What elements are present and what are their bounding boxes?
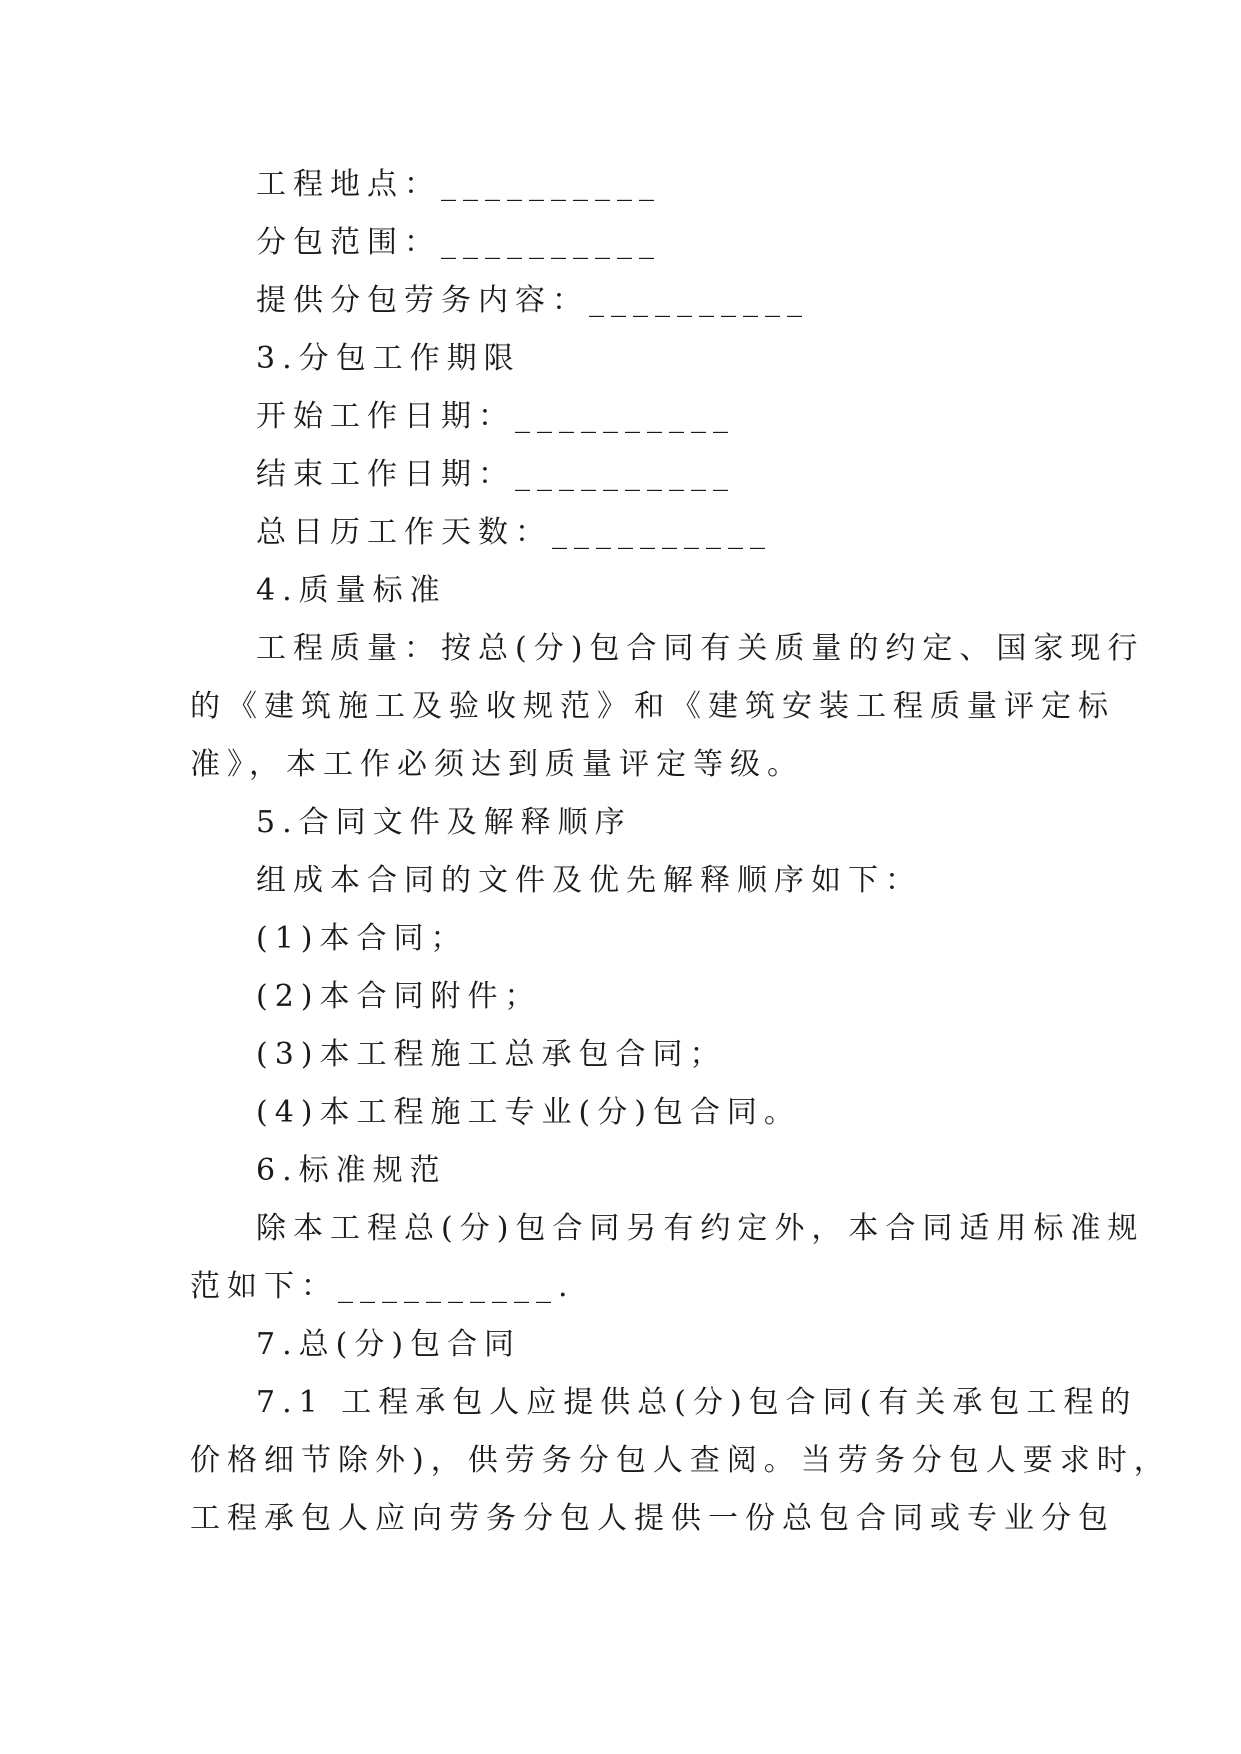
text-line: 准》，本工作必须达到质量评定等级。 <box>190 747 804 782</box>
list-item-4: (4)本工程施工专业(分)包合同。 <box>256 1095 801 1130</box>
paragraph-quality <box>190 620 1145 794</box>
heading-section-5: 5.合同文件及解释顺序 <box>256 805 632 840</box>
list-item-2: (2)本合同附件； <box>256 979 542 1014</box>
heading-section-6: 6.标准规范 <box>256 1153 447 1188</box>
paragraph-7-1 <box>190 1374 1171 1548</box>
list-item-1: (1)本合同； <box>256 921 468 956</box>
paragraph-document-order: 组成本合同的文件及优先解释顺序如下： <box>256 863 922 898</box>
paragraph-project-location: 工程地点：__________ <box>256 167 661 202</box>
document-body <box>190 156 1171 1548</box>
text-line: 7.1 工程承包人应提供总(分)包合同(有关承包工程的 <box>256 1385 1138 1420</box>
heading-section-4: 4.质量标准 <box>256 573 447 608</box>
text-line: 范如下：__________. <box>190 1269 575 1304</box>
heading-section-3: 3.分包工作期限 <box>256 341 521 376</box>
text-line: 的《建筑施工及验收规范》和《建筑安装工程质量评定标 <box>190 689 1115 724</box>
paragraph-end-date: 结束工作日期：__________ <box>256 457 735 492</box>
list-item-3: (3)本工程施工总承包合同； <box>256 1037 727 1072</box>
text-line: 价格细节除外)，供劳务分包人查阅。当劳务分包人要求时， <box>190 1443 1171 1478</box>
text-line: 工程承包人应向劳务分包人提供一份总包合同或专业分包 <box>190 1501 1115 1536</box>
text-line: 工程质量：按总(分)包合同有关质量的约定、国家现行 <box>256 631 1145 666</box>
paragraph-labor-content: 提供分包劳务内容：__________ <box>256 283 809 318</box>
paragraph-subcontract-scope: 分包范围：__________ <box>256 225 661 260</box>
text-line: 除本工程总(分)包合同另有约定外，本合同适用标准规 <box>256 1211 1145 1246</box>
paragraph-start-date: 开始工作日期：__________ <box>256 399 735 434</box>
paragraph-total-days: 总日历工作天数：__________ <box>256 515 772 550</box>
paragraph-standards <box>190 1200 1145 1316</box>
heading-section-7: 7.总(分)包合同 <box>256 1327 522 1362</box>
